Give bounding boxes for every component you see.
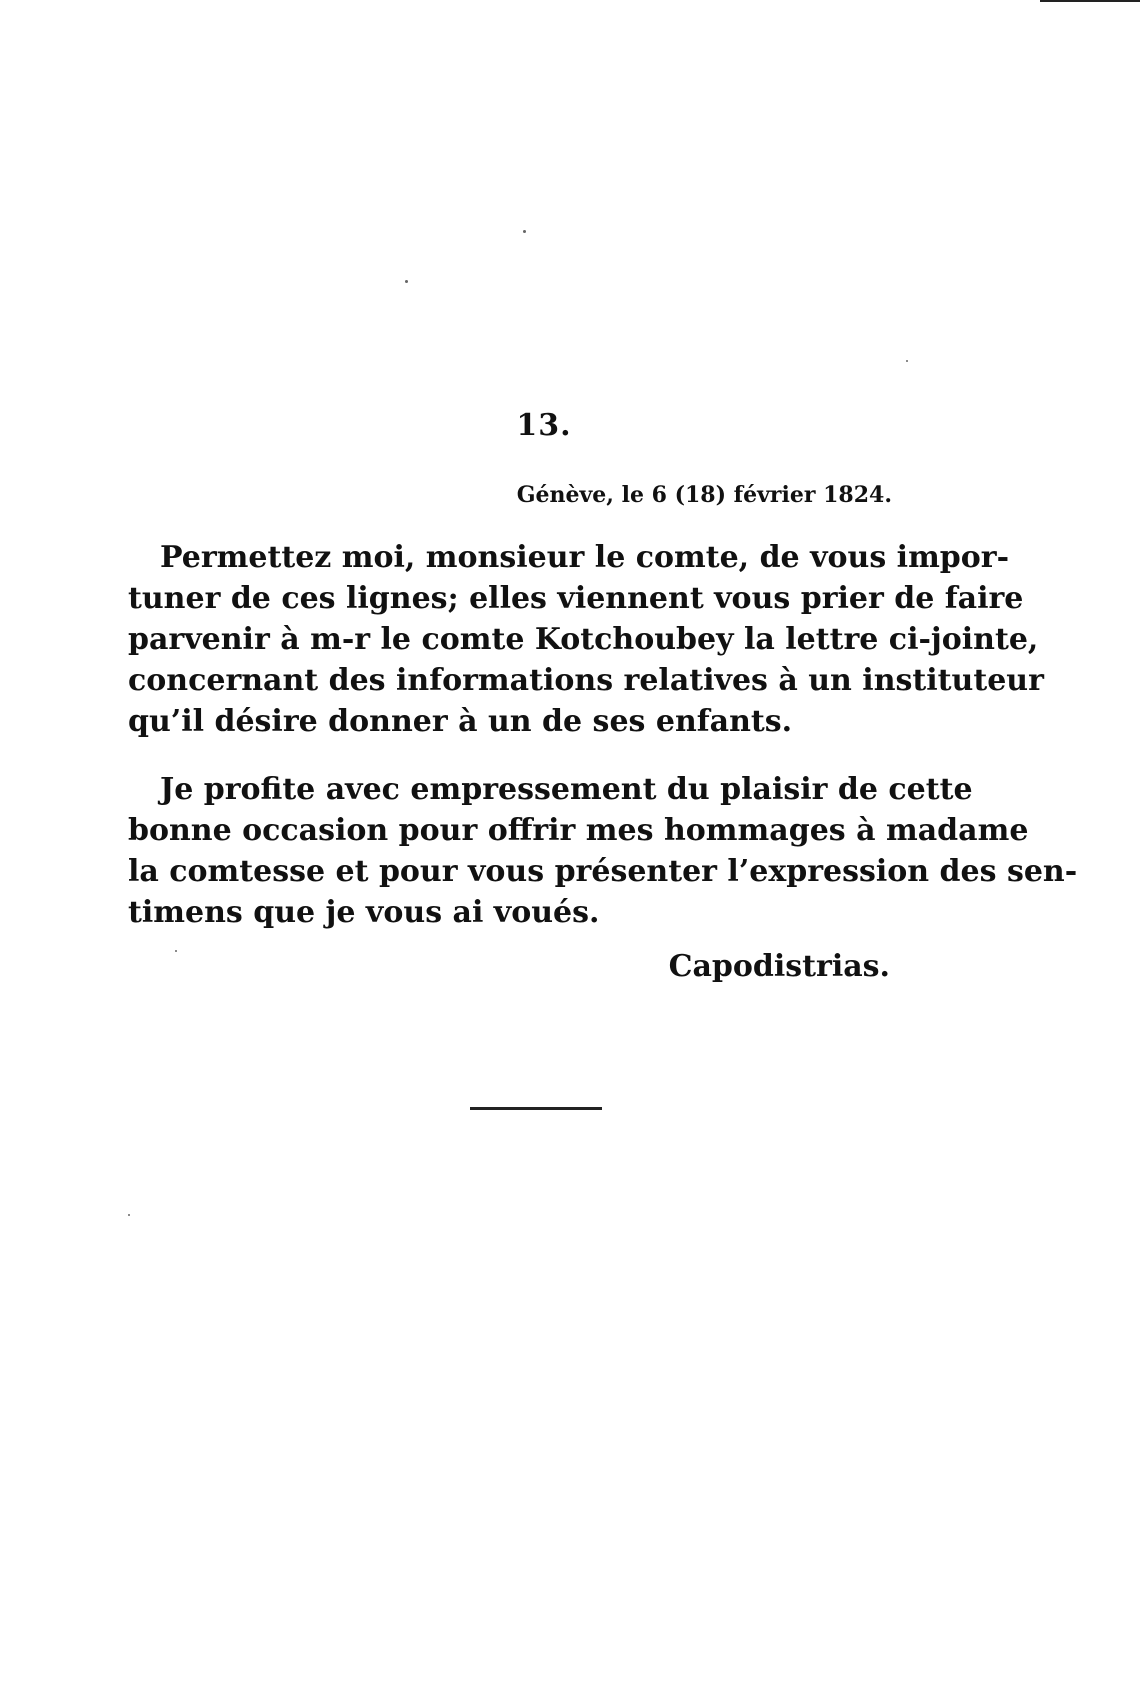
page-edge-mark bbox=[1040, 0, 1140, 2]
text-line: qu’il désire donner à un de ses enfants. bbox=[128, 704, 793, 739]
text-line: Je profite avec empressement du plaisir de cette bbox=[160, 772, 973, 807]
scan-speck bbox=[906, 360, 908, 362]
text-line: timens que je vous ai voués. bbox=[128, 895, 600, 930]
closing-rule bbox=[470, 1107, 602, 1110]
text-line: Permettez moi, monsieur le comte, de vous impor- bbox=[160, 540, 1010, 575]
scan-speck bbox=[523, 230, 526, 233]
text-line: la comtesse et pour vous présenter l’expression des sen- bbox=[128, 854, 1078, 889]
body-paragraph-1 bbox=[128, 537, 1044, 742]
signature: Capodistrias. bbox=[668, 949, 890, 984]
text-line: tuner de ces lignes; elles viennent vous prier de faire bbox=[128, 581, 1024, 616]
text-line: bonne occasion pour offrir mes hommages à madame bbox=[128, 813, 1029, 848]
body-paragraph-2 bbox=[128, 769, 1078, 933]
text-line: parvenir à m-r le comte Kotchoubey la lettre ci-jointe, bbox=[128, 622, 1039, 657]
dateline: Génève, le 6 (18) février 1824. bbox=[516, 482, 892, 508]
scan-speck bbox=[405, 280, 408, 283]
scan-speck bbox=[128, 1214, 130, 1216]
letter-number: 13. bbox=[516, 408, 572, 443]
scan-speck bbox=[175, 950, 177, 952]
text-line: concernant des informations relatives à un instituteur bbox=[128, 663, 1044, 698]
